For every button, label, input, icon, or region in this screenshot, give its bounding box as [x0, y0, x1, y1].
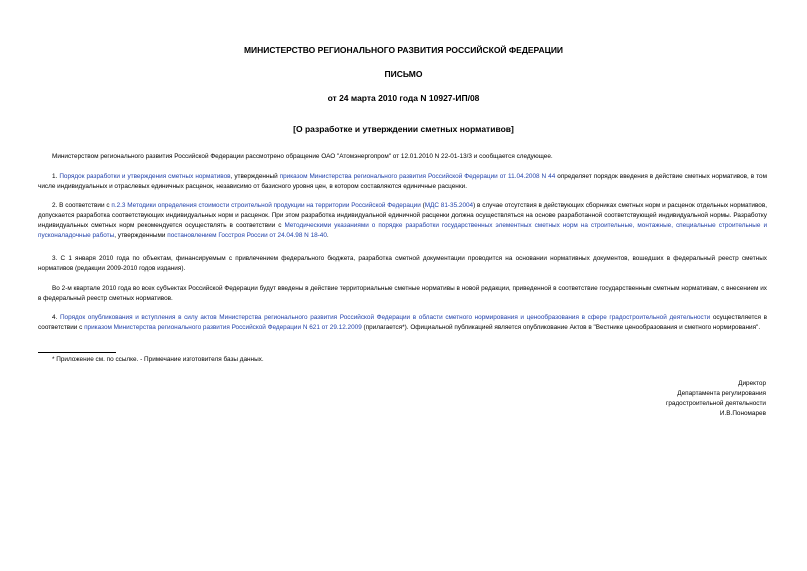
- text: (: [420, 202, 425, 209]
- text: .: [326, 232, 329, 239]
- link-order-44[interactable]: приказом Министерства регионального развития Российской Федерации от 11.04.2008 N 44: [279, 173, 556, 180]
- text: 2. В соответствии с: [52, 202, 112, 209]
- document-type: ПИСЬМО: [384, 69, 423, 79]
- link-mds-81-35[interactable]: МДС 81-35.2004: [424, 202, 474, 209]
- paragraph-4: [38, 313, 767, 333]
- link-gosstroy-resolution[interactable]: постановлением Госстроя России от 24.04.98 N 18-40: [167, 232, 327, 239]
- signature-department: Департамента регулирования: [677, 390, 766, 397]
- link-methodical-guidelines[interactable]: Методическими указаниями о порядке разработки государственных элементных сметных норм на строительные, монтажные, специальные строительные и пусконаладочные работы: [38, 222, 768, 239]
- link-publication-procedure[interactable]: Порядок опубликования и вступления в силу актов Министерства регионального развития Российской Федерации в области сметного нормирования и ценообразования в сфере градостроительной деятельности: [59, 314, 711, 321]
- footnote-divider: [38, 352, 116, 353]
- intro-paragraph: Министерством регионального развития Российской Федерации рассмотрено обращение ОАО "Атомэнергопром" от 12.01.2010 N 22-01-13/3 и сообщается следующее.: [52, 153, 553, 160]
- text: , утвержденными: [114, 232, 168, 239]
- link-procedure-development[interactable]: Порядок разработки и утверждения сметных нормативов: [59, 173, 231, 180]
- paragraph-2: [38, 201, 767, 241]
- signature-department-2: градостроительной деятельности: [666, 400, 766, 407]
- paragraph-3: 3. С 1 января 2010 года по объектам, финансируемым с привлечением федерального бюджета, разработка сметной документации проводится на основании нормативных документов, вошедших в федеральный реестр сметных нормативов (редакции 2009-2010 годов издания).: [38, 255, 767, 272]
- text: осуществляется в соответствии с: [38, 314, 767, 331]
- text: определяет порядок введения в действие сметных нормативов, в том числе индивидуальных и отраслевых единичных расценок, независимо от базисного уровня цен, в котором составляются единичные расценки.: [38, 173, 767, 190]
- ministry-heading: МИНИСТЕРСТВО РЕГИОНАЛЬНОГО РАЗВИТИЯ РОССИЙСКОЙ ФЕДЕРАЦИИ: [243, 45, 564, 55]
- paragraph-3-continued: Во 2-м квартале 2010 года во всех субъектах Российской Федерации будут введены в действие территориальные сметные нормативы в новой редакции, приведенной в соответствие государственным сметным нормативам, с внесением их в федеральный реестр сметных нормативов.: [38, 285, 767, 302]
- paragraph-1: [38, 172, 767, 192]
- signature-block: [666, 379, 766, 419]
- text: 1.: [52, 173, 60, 180]
- text: 4.: [52, 314, 60, 321]
- signature-name: И.В.Пономарев: [719, 410, 766, 417]
- document-subject: [О разработке и утверждении сметных нормативов]: [293, 124, 514, 134]
- footnote: * Приложение см. по ссылке. - Примечание изготовителя базы данных.: [52, 356, 264, 363]
- signature-title: Директор: [738, 380, 766, 387]
- text: (прилагается*). Официальной публикацией является опубликование Актов в "Вестнике ценообразования и сметного нормирования".: [361, 324, 761, 331]
- text: , утвержденный: [230, 173, 280, 180]
- link-order-621[interactable]: приказом Министерства регионального развития Российской Федерации N 621 от 29.12.2009: [84, 324, 362, 331]
- document-date-number: от 24 марта 2010 года N 10927-ИП/08: [327, 93, 480, 103]
- link-methodology-2-3[interactable]: п.2.3 Методики определения стоимости строительной продукции на территории Российской Федерации: [111, 202, 421, 209]
- text: ) в случае отсутствия в действующих сборниках сметных норм и расценок отдельных нормативов, допускается разработка соответствующих индивидуальных норм и расценок. При этом разработка индивидуальной единичной расценки должна осуществляться на основе разработанной соответствующей индивидуальной нормы. Разработку индивидуальных сметных норм рекомендуется осуществлять в соответствии с: [38, 202, 767, 229]
